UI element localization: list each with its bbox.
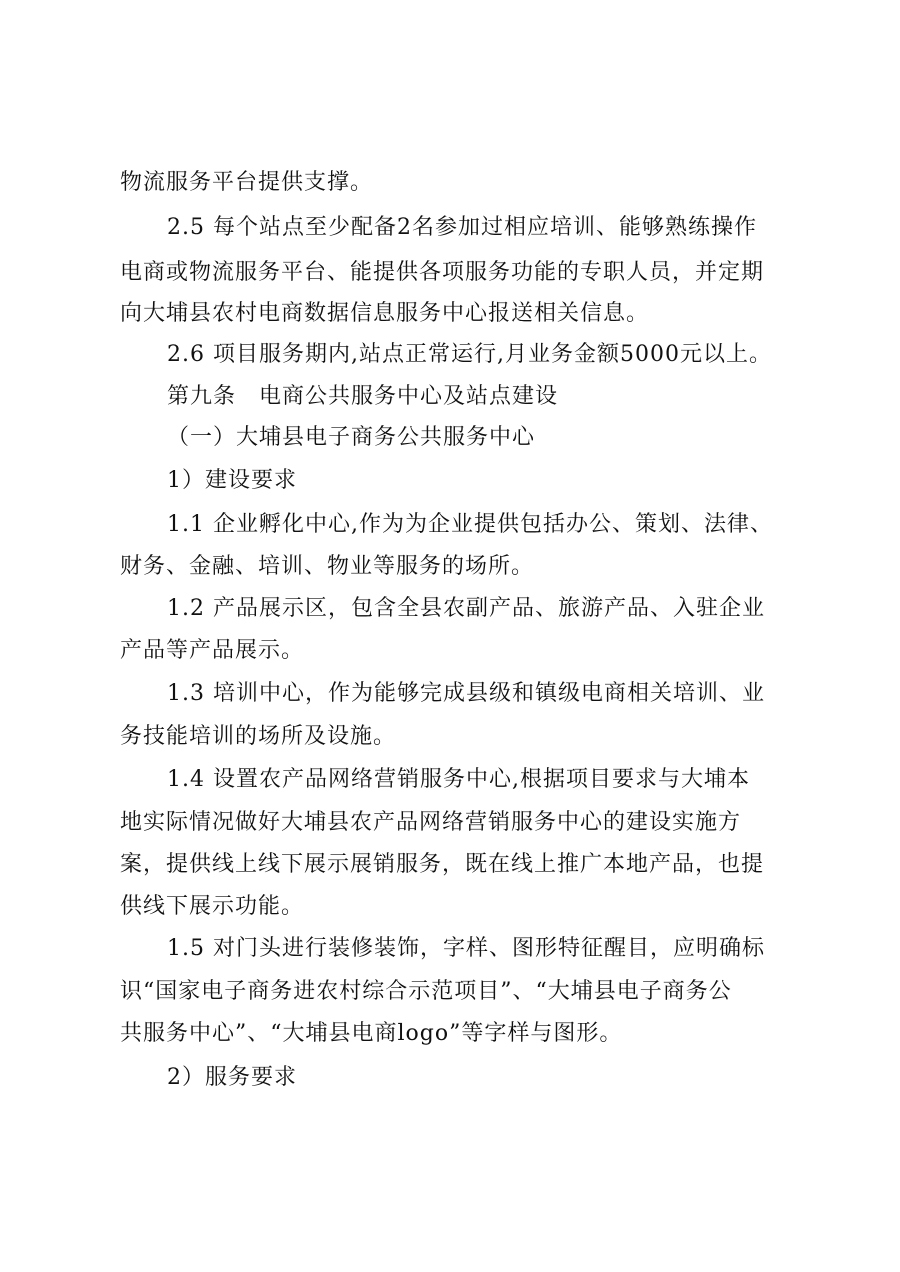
text-line: 1.3 培训中心，作为能够完成县级和镇级电商相关培训、业: [167, 681, 765, 706]
text-line: 1.1 企业孵化中心,作为为企业提供包括办公、策划、法律、: [167, 512, 773, 537]
text-line: 共服务中心”、“大埔县电商logo”等字样与图形。: [120, 1021, 623, 1046]
text-line: 地实际情况做好大埔县农产品网络营销服务中心的建设实施方: [120, 810, 742, 835]
subsection-heading: 2）服务要求: [167, 1065, 297, 1090]
text-line: 识“国家电子商务进农村综合示范项目”、“大埔县电子商务公: [120, 979, 732, 1004]
text-line: 产品等产品展示。: [120, 638, 305, 663]
text-line: 2.6 项目服务期内,站点正常运行,月业务金额5000元以上。: [167, 342, 772, 367]
text-line: 电商或物流服务平台、能提供各项服务功能的专职人员，并定期: [120, 260, 765, 285]
text-line: 物流服务平台提供支撑。: [120, 170, 374, 195]
subsection-heading: （一）大埔县电子商务公共服务中心: [167, 425, 536, 450]
section-heading: 第九条 电商公共服务中心及站点建设: [167, 384, 559, 409]
text-line: 财务、金融、培训、物业等服务的场所。: [120, 554, 535, 579]
text-line: 1.2 产品展示区，包含全县农副产品、旅游产品、入驻企业: [167, 596, 765, 621]
text-line: 案，提供线上线下展示展销服务，既在线上推广本地产品，也提: [120, 852, 765, 877]
text-line: 1.5 对门头进行装修装饰，字样、图形特征醒目，应明确标: [167, 936, 765, 961]
text-line: 务技能培训的场所及设施。: [120, 724, 397, 749]
text-line: 供线下展示功能。: [120, 894, 305, 919]
text-line: 向大埔县农村电商数据信息服务中心报送相关信息。: [120, 301, 650, 326]
subsection-heading: 1）建设要求: [167, 468, 297, 493]
text-line: 1.4 设置农产品网络营销服务中心,根据项目要求与大埔本: [167, 767, 750, 792]
text-line: 2.5 每个站点至少配备2名参加过相应培训、能够熟练操作: [167, 215, 757, 240]
